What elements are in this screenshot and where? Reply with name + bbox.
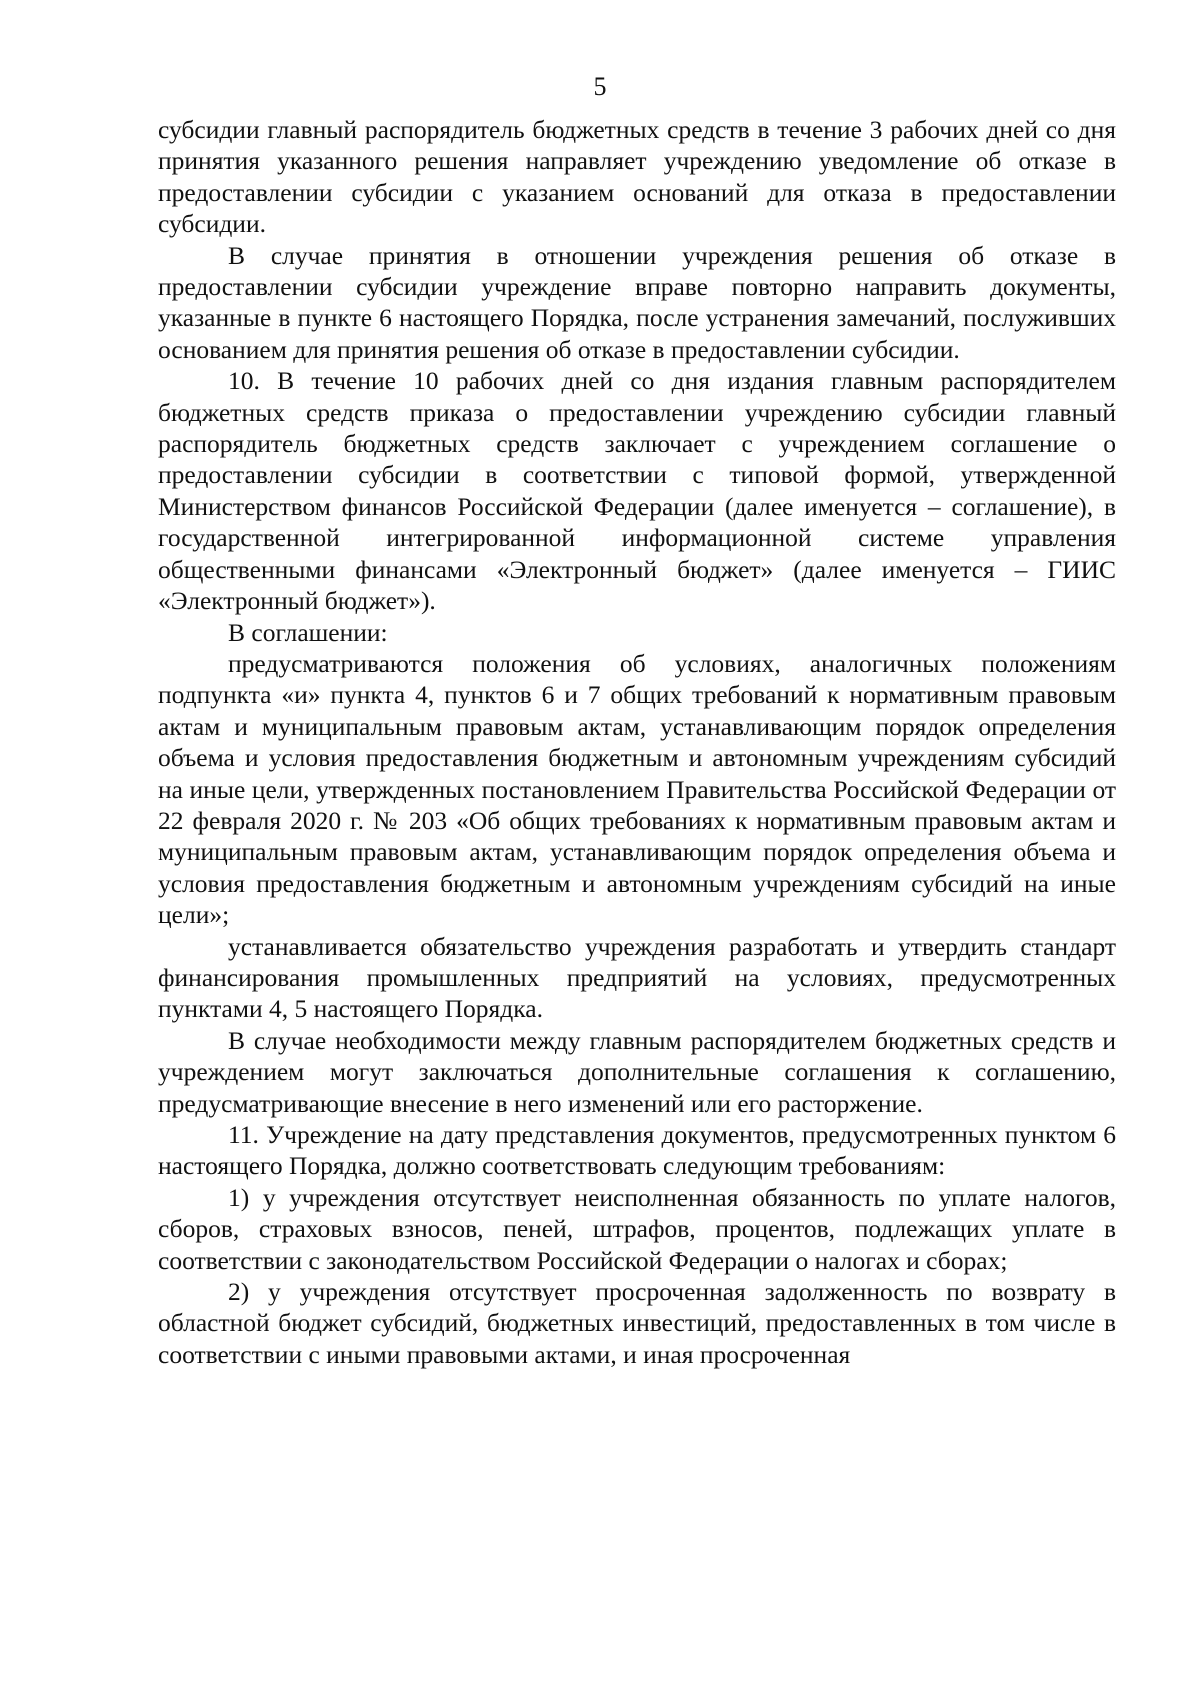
paragraph-agreement-intro: В соглашении: [228, 617, 388, 647]
page-number: 5 [593, 72, 607, 101]
paragraph-item-10: 10. В течение 10 рабочих дней со дня издания главным распорядителем бюджетных средств приказа о предоставлении учреждению субсидии главный распорядитель бюджетных средств заключает с учреждением соглашение о предоставлении субсидии в соответствии с типовой формой, утвержденной Министерством финансов Российской Федерации (далее именуется – соглашение), в государственной интегрированной информационной системе управления общественными финансами «Электронный бюджет» (далее именуется – ГИИС «Электронный бюджет»). [158, 366, 1116, 616]
paragraph-additional-agreements: В случае необходимости между главным распорядителем бюджетных средств и учреждением могут заключаться дополнительные соглашения к соглашению, предусматривающие внесение в него изменений или его расторжение. [158, 1025, 1116, 1118]
paragraph-agreement-obligation: устанавливается обязательство учреждения разработать и утвердить стандарт финансирования промышленных предприятий на условиях, предусмотренных пунктами 4, 5 настоящего Порядка. [158, 931, 1116, 1024]
paragraph-refusal-notice: субсидии главный распорядитель бюджетных средств в течение 3 рабочих дней со дня принятия указанного решения направляет учреждению уведомление об отказе в предоставлении субсидии с указанием оснований для отказа в предоставлении субсидии. [158, 115, 1116, 239]
paragraph-resubmission: В случае принятия в отношении учреждения решения об отказе в предоставлении субсидии учреждение вправе повторно направить документы, указанные в пункте 6 настоящего Порядка, после устранения замечаний, послуживших основанием для принятия решения об отказе в предоставлении субсидии. [158, 240, 1116, 364]
paragraph-agreement-provisions: предусматриваются положения об условиях, аналогичных положениям подпункта «и» пункта 4, пунктов 6 и 7 общих требований к нормативным правовым актам и муниципальным правовым актам, устанавливающим порядок определения объема и условия предоставления бюджетным и автономным учреждениям субсидий на иные цели, утвержденных постановлением Правительства Российской Федерации от 22 февраля 2020 г. № 203 «Об общих требованиях к нормативным правовым актам и муниципальным правовым актам, устанавливающим порядок определения объема и условия предоставления бюджетным и автономным учреждениям субсидий на иные цели»; [158, 648, 1116, 930]
paragraph-item-11: 11. Учреждение на дату представления документов, предусмотренных пунктом 6 настоящего Порядка, должно соответствовать следующим требованиям: [158, 1120, 1116, 1181]
document-body [158, 114, 1116, 1370]
paragraph-requirement-1: 1) у учреждения отсутствует неисполненная обязанность по уплате налогов, сборов, страховых взносов, пеней, штрафов, процентов, подлежащих уплате в соответствии с законодательством Российской Федерации о налогах и сборах; [158, 1182, 1116, 1275]
paragraph-requirement-2: 2) у учреждения отсутствует просроченная задолженность по возврату в областной бюджет субсидий, бюджетных инвестиций, предоставленных в том числе в соответствии с иными правовыми актами, и иная просроченная [158, 1277, 1116, 1369]
